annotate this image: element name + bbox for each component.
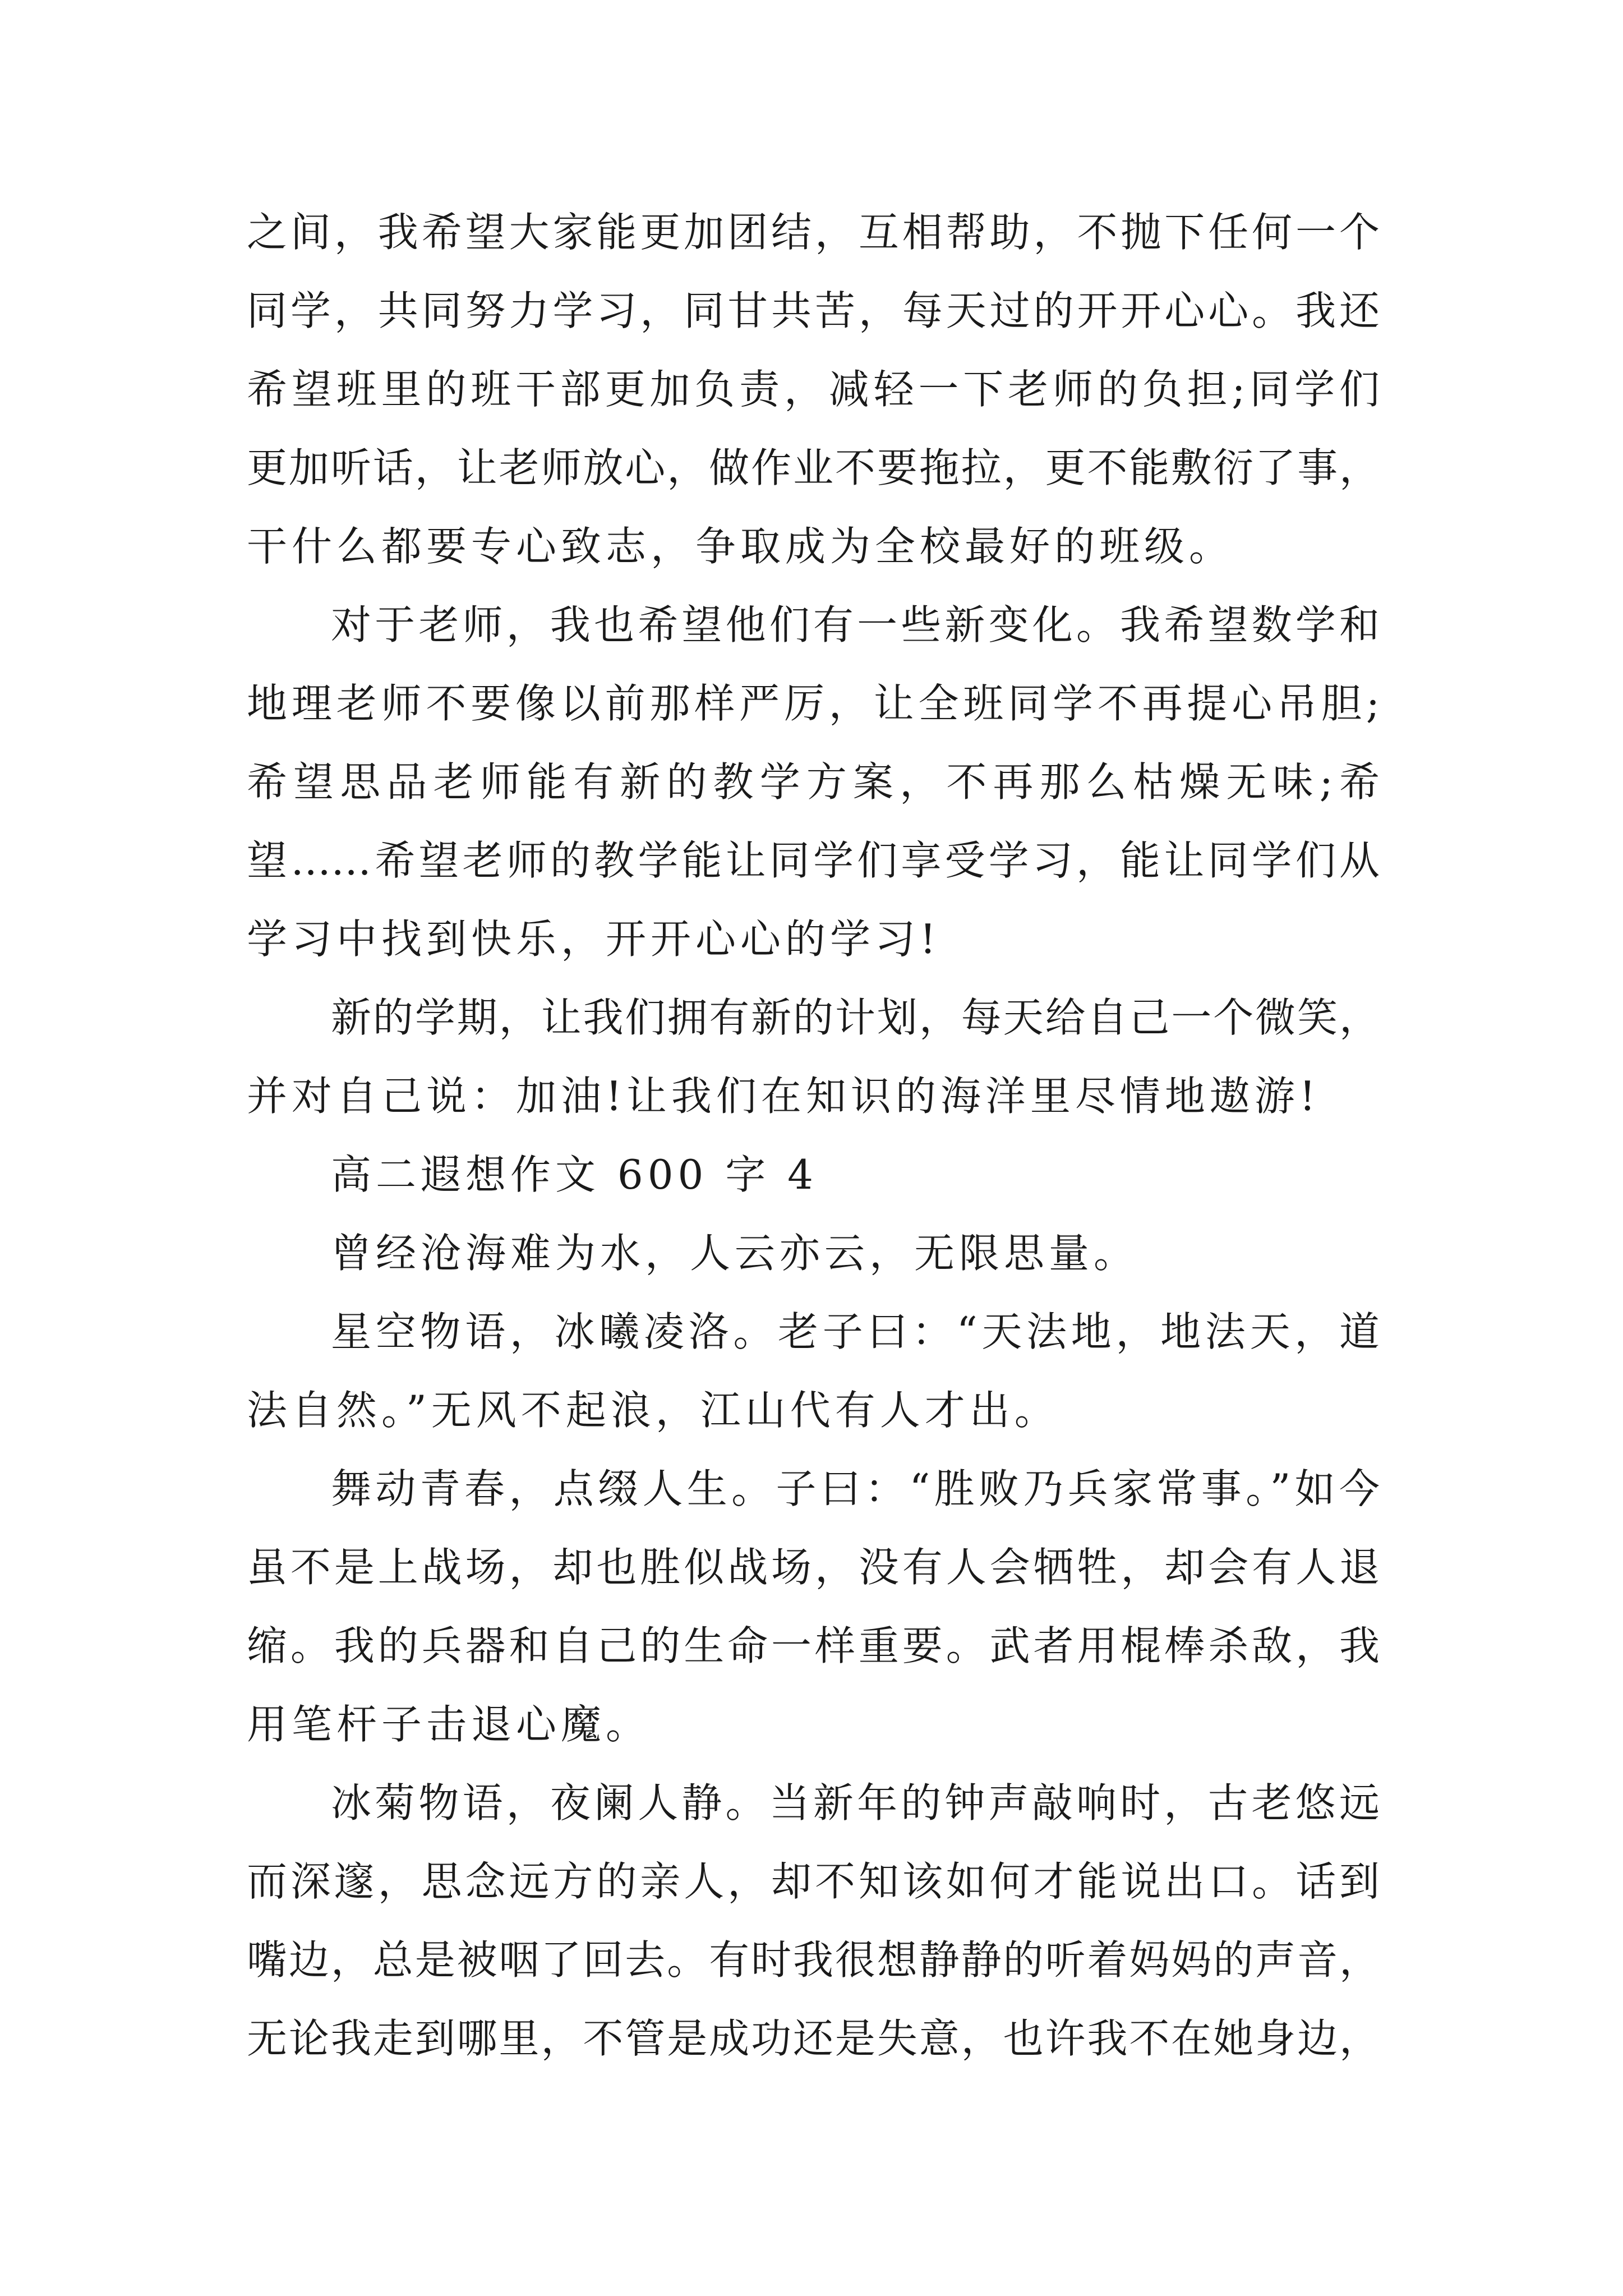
text-line: 嘴边，总是被咽了回去。有时我很想静静的听着妈妈的声音， xyxy=(247,1936,1380,1984)
text-line: 干什么都要专心致志，争取成为全校最好的班级。 xyxy=(247,523,1234,570)
text-line: 虽不是上战场，却也胜似战场，没有人会牺牲，却会有人退 xyxy=(247,1544,1380,1591)
paragraph-first-line: 星空物语，冰曦凌洛。老子曰：“天法地，地法天，道 xyxy=(331,1308,1380,1355)
text-line: 望……希望老师的教学能让同学们享受学习，能让同学们从 xyxy=(247,837,1380,884)
text-line: 用笔杆子击退心魔。 xyxy=(247,1701,651,1748)
text-line: 法自然。”无风不起浪，江山代有人才出。 xyxy=(247,1387,1059,1434)
paragraph-first-line: 舞动青春，点缀人生。子曰：“胜败乃兵家常事。”如今 xyxy=(331,1465,1380,1512)
text-line: 而深邃，思念远方的亲人，却不知该如何才能说出口。话到 xyxy=(247,1858,1380,1905)
text-line: 学习中找到快乐，开开心心的学习! xyxy=(247,915,940,963)
text-line: 希望班里的班干部更加负责，减轻一下老师的负担;同学们 xyxy=(247,366,1380,413)
text-line: 同学，共同努力学习，同甘共苦，每天过的开开心心。我还 xyxy=(247,287,1380,334)
text-line: 更加听话，让老师放心，做作业不要拖拉，更不能敷衍了事， xyxy=(247,444,1380,491)
paragraph-first-line: 新的学期，让我们拥有新的计划，每天给自己一个微笑， xyxy=(331,994,1380,1041)
text-line: 希望思品老师能有新的教学方案，不再那么枯燥无味;希 xyxy=(247,758,1380,806)
paragraph-first-line: 冰菊物语，夜阑人静。当新年的钟声敲响时，古老悠远 xyxy=(331,1779,1380,1826)
paragraph-first-line: 曾经沧海难为水，人云亦云，无限思量。 xyxy=(331,1230,1139,1277)
text-line: 地理老师不要像以前那样严厉，让全班同学不再提心吊胆; xyxy=(247,680,1380,727)
paragraph-first-line: 对于老师，我也希望他们有一些新变化。我希望数学和 xyxy=(331,601,1380,648)
text-line: 缩。我的兵器和自己的生命一样重要。武者用棍棒杀敌，我 xyxy=(247,1622,1380,1669)
section-heading: 高二遐想作文 600 字 4 xyxy=(331,1151,818,1198)
text-line: 无论我走到哪里，不管是成功还是失意，也许我不在她身边， xyxy=(247,2015,1380,2062)
text-line: 并对自己说：加油!让我们在知识的海洋里尽情地遨游! xyxy=(247,1073,1320,1120)
text-line: 之间，我希望大家能更加团结，互相帮助，不抛下任何一个 xyxy=(247,209,1380,256)
